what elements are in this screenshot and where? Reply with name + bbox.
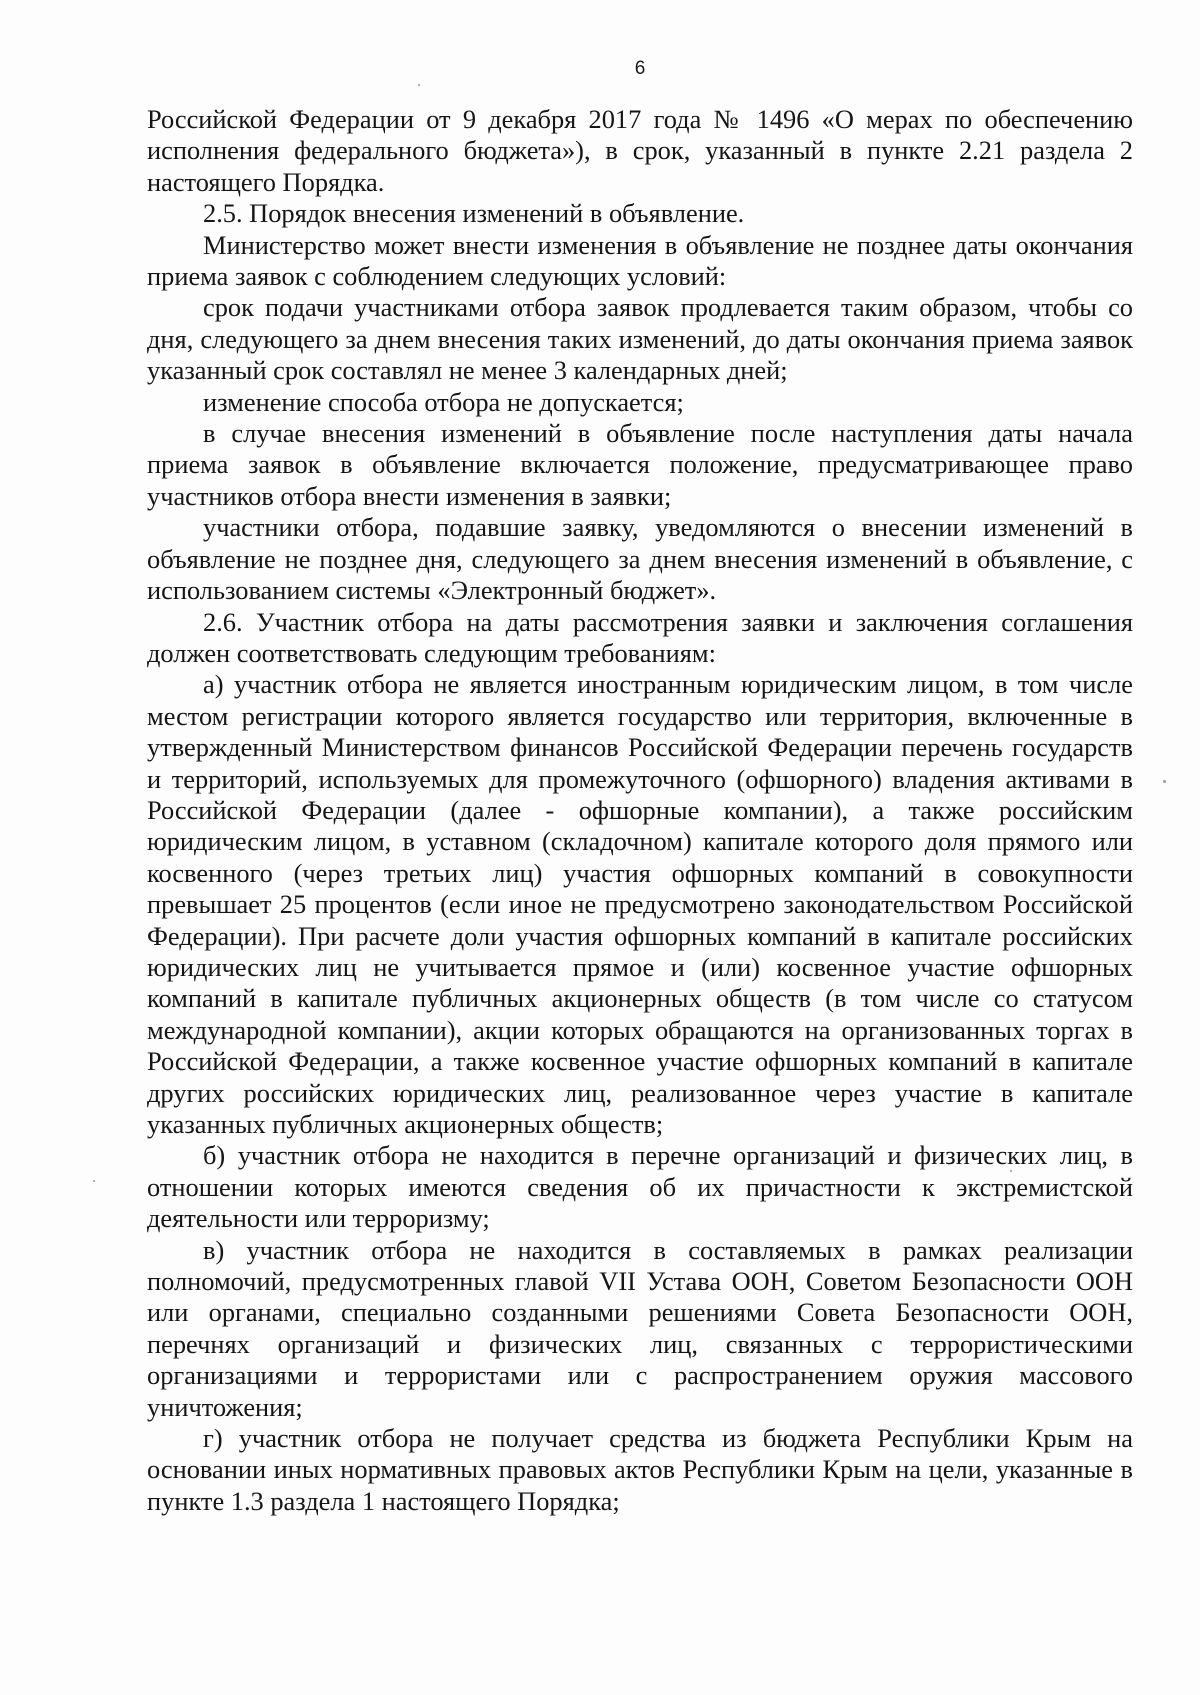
- paragraph-section-2-6: 2.6. Участник отбора на даты рассмотрения заявки и заключения соглашения должен соответствовать следующим требованиям:: [147, 606, 1133, 668]
- paragraph-condition-amend-applications: в случае внесения изменений в объявление после наступления даты начала приема заявок в объявление включается положение, предусматривающее право участников отбора внести изменения в заявки;: [147, 418, 1133, 511]
- paragraph-condition-deadline: срок подачи участниками отбора заявок продлевается таким образом, чтобы со дня, следующего за днем внесения таких изменений, до даты окончания приема заявок указанный срок составлял не менее 3 календарных дней;: [147, 292, 1133, 386]
- paragraph-ministry-changes: Министерство может внести изменения в объявление не позднее даты окончания приема заявок с соблюдением следующих условий:: [147, 229, 1133, 292]
- paragraph-item-b: б) участник отбора не находится в перечне организаций и физических лиц, в отношении которых имеются сведения об их причастности к экстремистской деятельности или терроризму;: [147, 1140, 1133, 1234]
- document-body: [147, 104, 1133, 1517]
- scan-speck: [418, 84, 420, 86]
- paragraph-condition-notify: участники отбора, подавшие заявку, уведомляются о внесении изменений в объявление не позднее дня, следующего за днем внесения изменений в объявление, с использованием системы «Электронный бюджет».: [147, 512, 1133, 606]
- paragraph-item-g: г) участник отбора не получает средства из бюджета Республики Крым на основании иных нормативных правовых актов Республики Крым на цели, указанные в пункте 1.3 раздела 1 настоящего Порядка;: [147, 1423, 1133, 1516]
- paragraph-item-v: в) участник отбора не находится в составляемых в рамках реализации полномочий, предусмотренных главой VII Устава ООН, Советом Безопасности ООН или органами, специально созданными решениями Совета Безопасности ООН, перечнях организаций и физических лиц, связанных с террористическими организациями и террористами или с распространением оружия массового уничтожения;: [147, 1234, 1133, 1422]
- paragraph-condition-method: изменение способа отбора не допускается;: [203, 386, 684, 417]
- paragraph-item-a: а) участник отбора не является иностранным юридическим лицом, в том числе местом регистрации которого является государство или территория, включенные в утвержденный Министерством финансов Российской Федерации перечень государств и территорий, используемых для промежуточного (офшорного) владения активами в Российской Федерации (далее - офшорные компании), а также российским юридическим лицом, в уставном (складочном) капитале которого доля прямого или косвенного (через третьих лиц) участия офшорных компаний в совокупности превышает 25 процентов (если иное не предусмотрено законодательством Российской Федерации). При расчете доли участия офшорных компаний в капитале российских юридических лиц не учитывается прямое и (или) косвенное участие офшорных компаний в капитале публичных акционерных обществ (в том числе со статусом международной компании), акции которых обращаются на организованных торгах в Российской Федерации, а также косвенное участие офшорных компаний в капитале других российских юридических лиц, реализованное через участие в капитале указанных публичных акционерных обществ;: [147, 669, 1133, 1139]
- page-number: 6: [634, 58, 646, 79]
- paragraph-section-2-5-heading: 2.5. Порядок внесения изменений в объявление.: [203, 198, 745, 229]
- scan-speck: [1163, 780, 1166, 783]
- scan-speck: [1010, 1170, 1012, 1172]
- scan-speck: [93, 1180, 95, 1182]
- paragraph-continuation: Российской Федерации от 9 декабря 2017 года № 1496 «О мерах по обеспечению исполнения федерального бюджета»), в срок, указанный в пункте 2.21 раздела 2 настоящего Порядка.: [147, 104, 1133, 197]
